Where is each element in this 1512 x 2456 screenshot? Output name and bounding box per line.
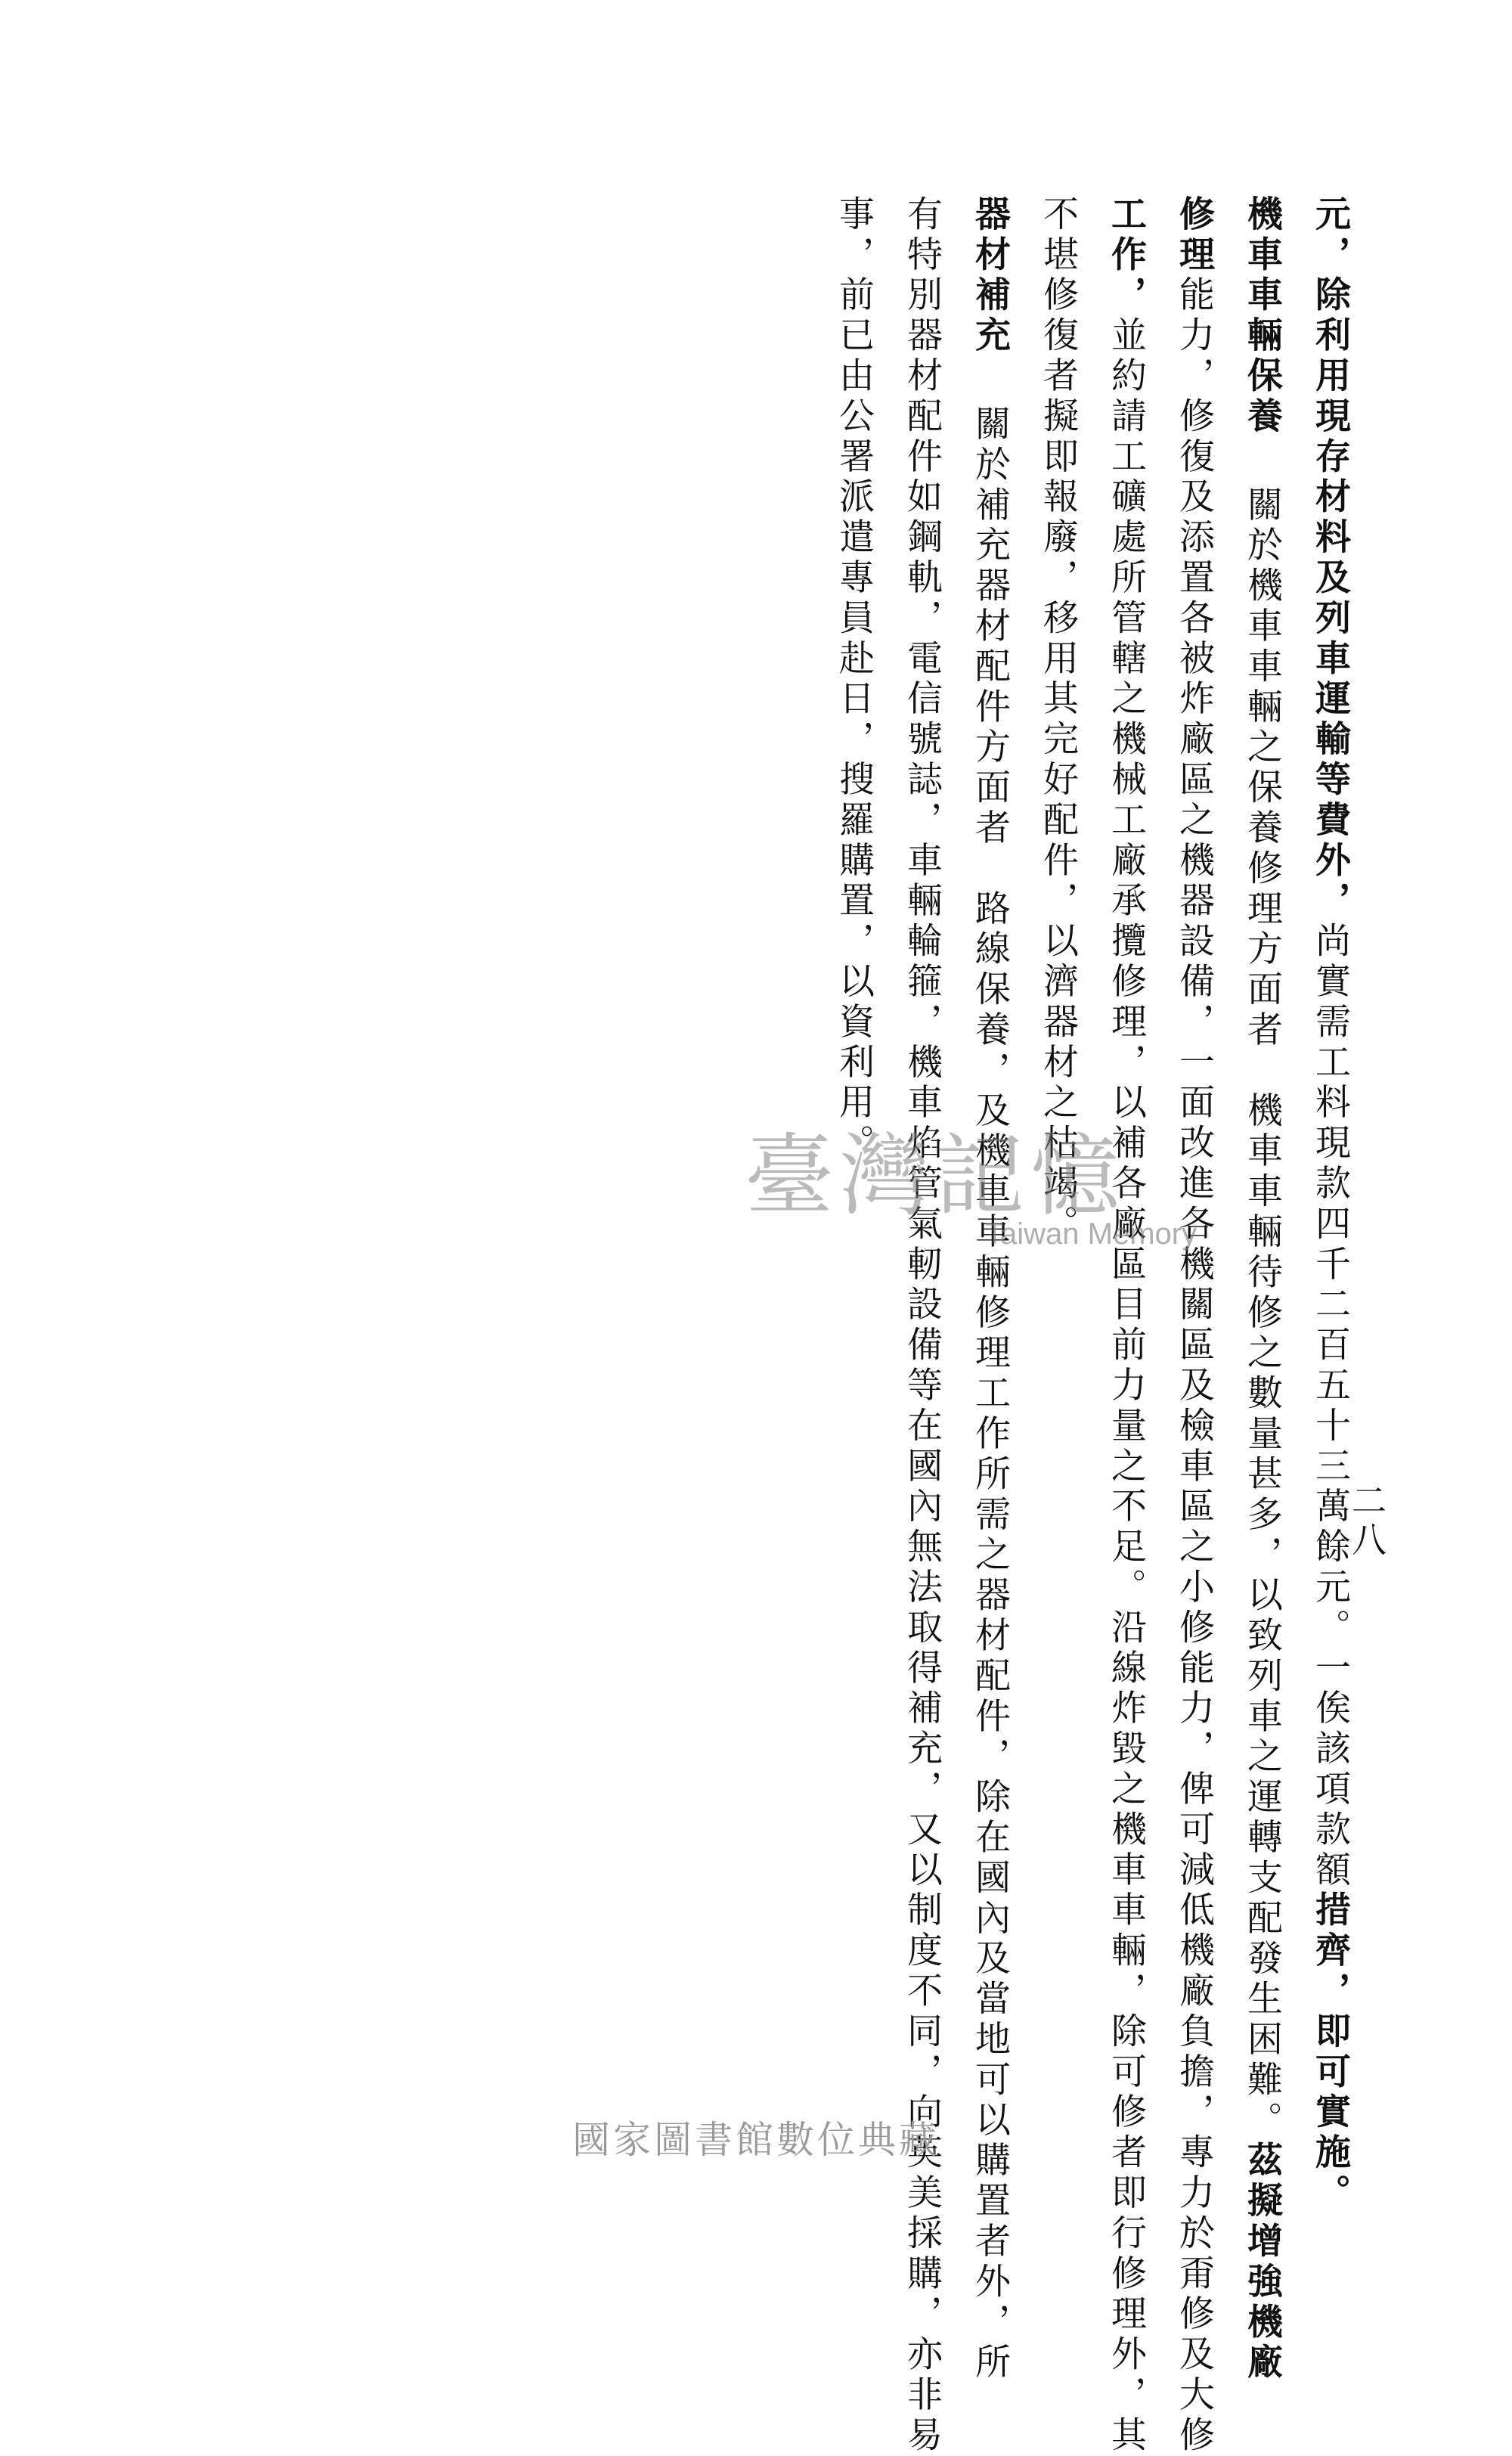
watermark-chinese: 臺灣記憶: [745, 1124, 1126, 1228]
section-heading: 機車車輛保養: [1241, 195, 1283, 438]
column-text-segment: 元，除利用現存材料及列車運輸等費外，: [1309, 195, 1351, 923]
column-text-segment: 關於補充器材配件方面者 路線保養，及機車車輛修理工作所需之器材配件，除在國內及當地可以購置者外，所: [969, 405, 1011, 2384]
column-text-segment: 不堪修復者擬即報廢，移用其完好配件，以濟器材之枯竭。: [1037, 195, 1079, 1245]
page-number: 二八: [1346, 1482, 1387, 1561]
column-text-segment: 措齊，即可實施。: [1309, 1890, 1351, 2215]
watermark-english: Taiwan Memory: [985, 1217, 1198, 1251]
column-text-segment: 尚實需工料現款四千二百五十三萬餘元。一俟該項款額: [1309, 922, 1351, 1891]
column-text-segment: 能力，修復及添置各被炸廠區之機器設備，一面改進各機關區及檢車區之小修能力，俾可減低機廠負擔，專力於甭修及大修: [1173, 275, 1215, 2456]
column-gap: [1234, 437, 1290, 485]
section-heading: 器材補充: [969, 195, 1011, 357]
text-column-1: [1302, 195, 1358, 2215]
watermark: [745, 1104, 1228, 1285]
column-text-segment: 關於機車車輛之保養修理方面者 機車車輛待修之數量甚多，以致列車之運轉支配發生困難。: [1241, 485, 1283, 2141]
column-gap: [962, 357, 1018, 405]
column-text-segment: 事，前已由公署派遣專員赴日，搜羅購置，以資利用。: [833, 195, 875, 1164]
column-text-segment: 修理: [1173, 195, 1215, 276]
column-text-segment: 工作，: [1105, 195, 1147, 317]
column-text-segment: 並約請工礦處所管轄之機械工廠承攬修理，以補各廠區目前力量之不足。沿線炸毀之機車車輛，除可修者即行修理外，其: [1105, 316, 1147, 2456]
text-column-2: [1234, 195, 1290, 2384]
column-text-segment: 有特別器材配件如鋼軌，電信號誌，車輛輪箍，機車焰管氣軔設備等在國內無法取得補充，又以制度不同，向英美採購，亦非易: [901, 195, 943, 2456]
column-text-segment: 茲擬增強機廠: [1241, 2141, 1283, 2384]
footer-collection-credit: 國家圖書館數位典藏: [572, 2118, 940, 2162]
